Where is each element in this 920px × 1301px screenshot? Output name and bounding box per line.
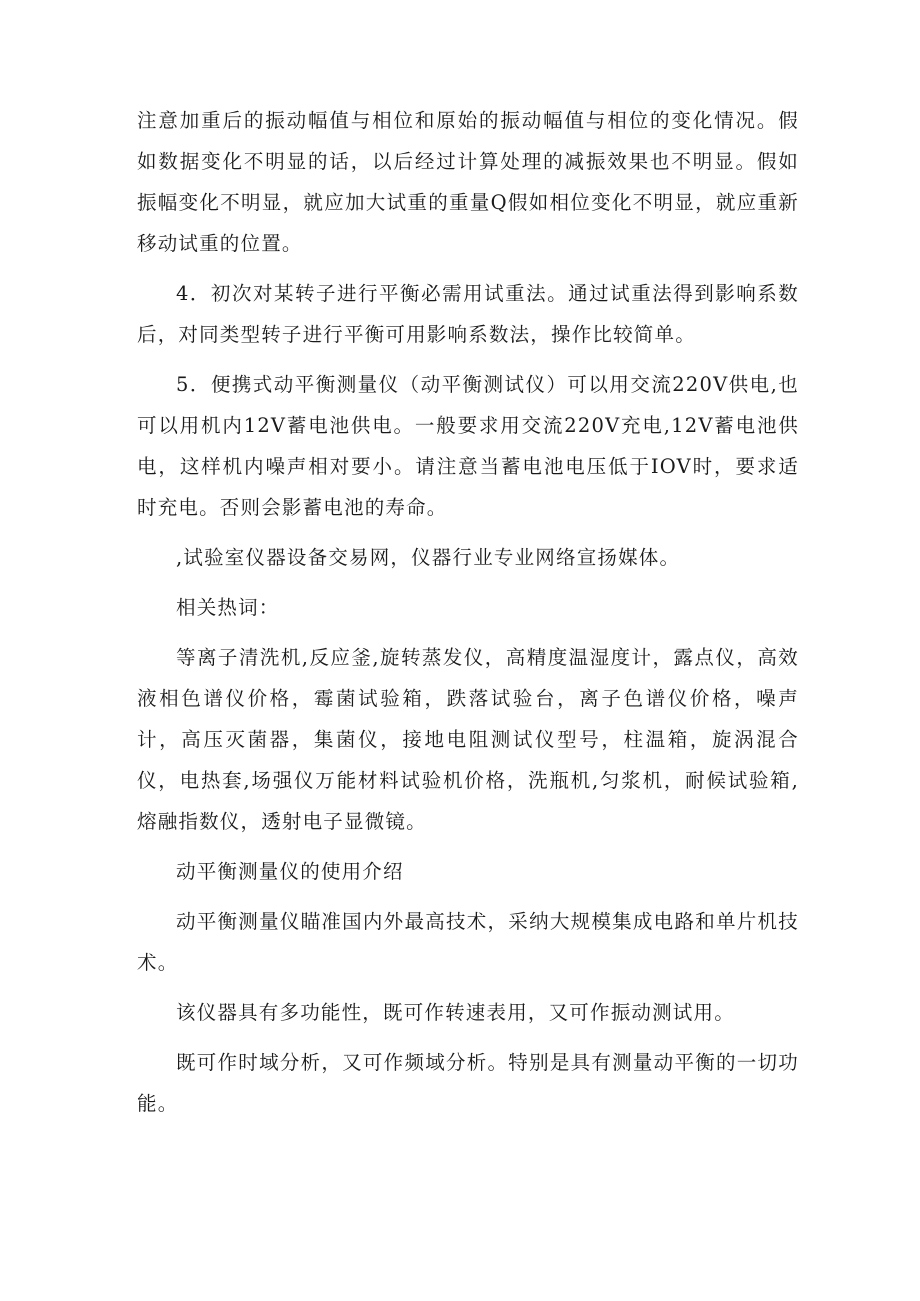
paragraph-site-note: ,试验室仪器设备交易网，仪器行业专业网络宣扬媒体。 — [176, 546, 681, 569]
paragraph-multifunction: 该仪器具有多功能性，既可作转速表用，又可作振动测试用。 — [176, 1001, 735, 1024]
paragraph-weight-effect: 注意加重后的振动幅值与相位和原始的振动幅值与相位的变化情况。假如数据变化不明显的话，以后经过计算处理的减振效果也不明显。假如振幅变化不明显，就应加大试重的重量Q假如相位变化不明显，就应重新移动试重的位置。 — [137, 109, 799, 255]
paragraph-intro: 动平衡测量仪瞄准国内外最高技术，采纳大规模集成电路和单片机技术。 — [137, 910, 799, 974]
paragraph-item-5: 5．便携式动平衡测量仪（动平衡测试仪）可以用交流220V供电,也可以用机内12V蓄电池供电。一般要求用交流220V充电,12V蓄电池供电，这样机内噪声相对要小。请注意当蓄电池电压低于IOV时，要求适时充电。否则会影蓄电池的寿命。 — [137, 373, 799, 519]
paragraph-hot-words-label: 相关热词： — [176, 596, 280, 619]
paragraph-hot-words-list: 等离子清洗机,反应釜,旋转蒸发仪，高精度温湿度计，露点仪，高效液相色谱仪价格，霉菌试验箱，跌落试验台，离子色谱仪价格，噪声计，高压灭菌器，集菌仪，接地电阻测试仪型号，柱温箱，旋涡混合仪，电热套,场强仪万能材料试验机价格，洗瓶机,匀浆机，耐候试验箱,熔融指数仪，透射电子显微镜。 — [137, 646, 799, 833]
paragraph-item-4: 4．初次对某转子进行平衡必需用试重法。通过试重法得到影响系数后，对同类型转子进行平衡可用影响系数法，操作比较简单。 — [137, 282, 799, 346]
paragraph-analysis: 既可作时域分析，又可作频域分析。特别是具有测量动平衡的一切功能。 — [137, 1051, 799, 1115]
document-body — [137, 100, 799, 1133]
section-heading: 动平衡测量仪的使用介绍 — [176, 860, 404, 883]
